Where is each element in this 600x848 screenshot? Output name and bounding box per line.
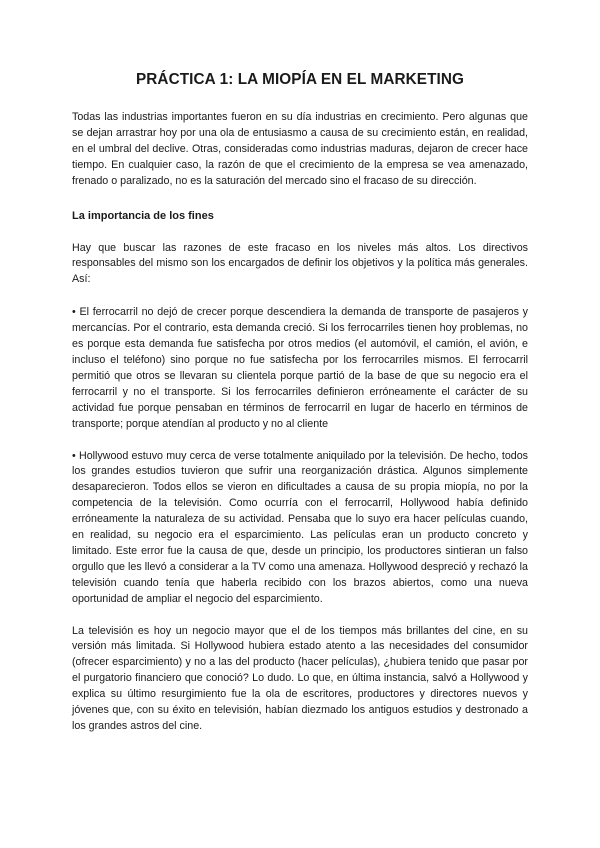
page-title: PRÁCTICA 1: LA MIOPÍA EN EL MARKETING	[135, 71, 465, 88]
section-intro-paragraph: Hay que buscar las razones de este fracaso en los niveles más altos. Los directivos responsables del mismo son los encargados de definir los objetivos y la política más generales. Así:	[72, 241, 528, 286]
bullet-railroad-paragraph: • El ferrocarril no dejó de crecer porque descendiera la demanda de transporte de pasajeros y mercancías. Por el contrario, esta demanda creció. Si los ferrocarriles tienen hoy problemas, no es porque esta demanda fue satisfecha por otros medios (el automóvil, el camión, el avión, e incluso el teléfono) sino porque no fue satisfecha por los ferrocarriles mismos. El ferrocarril permitió que otros se llevaran su clientela porque partió de la base de que su negocio era el ferrocarril y no el transporte. Si los ferrocarriles definieron erróneamente el carácter de su actividad fue porque pensaban en términos de ferrocarril en lugar de hacerlo en términos de transporte; porque atendían al producto y no al cliente	[72, 306, 528, 430]
closing-paragraph: La televisión es hoy un negocio mayor que el de los tiempos más brillantes del cine, en su versión más limitada. Si Hollywood hubiera estado atento a las necesidades del consumidor (ofrecer esparcimiento) y no a las del producto (hacer películas), ¿hubiera tenido que pasar por el purgatorio financiero que conoció? Lo dudo. Lo que, en última instancia, salvó a Hollywood y explica su último resurgimiento fue la ola de escritores, productores y directores nuevos y jóvenes que, con su éxito en televisión, habían diezmado los antiguos estudios y destronado a los grandes astros del cine.	[72, 624, 528, 732]
section-heading: La importancia de los fines	[72, 209, 214, 222]
bullet-hollywood-paragraph: • Hollywood estuvo muy cerca de verse totalmente aniquilado por la televisión. De hecho, todos los grandes estudios tuvieron que sufrir una reorganización drástica. Algunos simplemente desaparecieron. Todos ellos se vieron en dificultades a causa de su propia miopía, no por la competencia de la televisión. Como ocurría con el ferrocarril, Hollywood había definido erróneamente la naturaleza de su actividad. Pensaba que lo suyo era hacer películas cuando, en realidad, su negocio era el esparcimiento. Las películas eran un producto concreto y limitado. Este error fue la causa de que, desde un principio, los productores sintieran un falso orgullo que les llevó a considerar a la TV como una amenaza. Hollywood despreció y rechazó la televisión cuando tenía que haberla recibido con los brazos abiertos, como una nueva oportunidad de ampliar el negocio del esparcimiento.	[72, 449, 528, 605]
intro-paragraph: Todas las industrias importantes fueron en su día industrias en crecimiento. Pero algunas que se dejan arrastrar hoy por una ola de entusiasmo a causa de su crecimiento están, en realidad, en el umbral del declive. Otras, consideradas como industrias maduras, dejaron de crecer hace tiempo. En cualquier caso, la razón de que el crecimiento de la empresa se vea amenazado, frenado o paralizado, no es la saturación del mercado sino el fracaso de su dirección.	[72, 111, 528, 187]
